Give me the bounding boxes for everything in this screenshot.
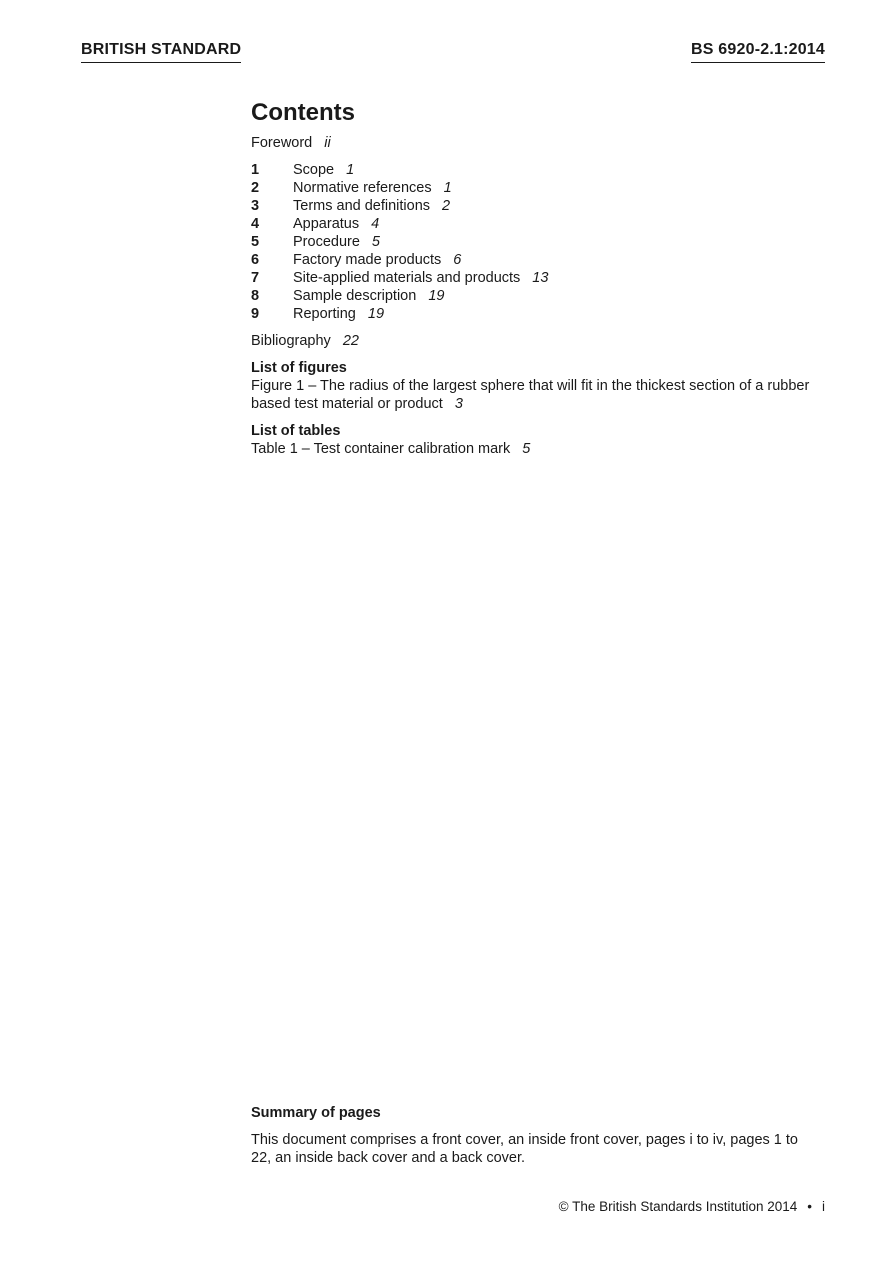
figure-entry-label: Figure 1 – The radius of the largest sphere that will fit in the thickest section of a rubber based test material or product xyxy=(251,378,810,412)
toc-entry-label: Foreword xyxy=(251,135,313,151)
clause-label: Apparatus xyxy=(293,216,360,232)
toc-entry-page: 22 xyxy=(342,333,359,349)
toc-entry-bibliography[interactable] xyxy=(251,332,831,350)
toc-entry-label: Bibliography xyxy=(251,333,331,349)
toc-entry-page: ii xyxy=(324,135,331,151)
clause-page: 6 xyxy=(453,252,462,268)
clause-label: Site-applied materials and products xyxy=(293,270,521,286)
table-entry-page: 5 xyxy=(522,441,531,457)
toc-clause-list xyxy=(251,161,831,323)
toc-clause-9[interactable] xyxy=(251,305,831,323)
clause-label: Normative references xyxy=(293,180,432,196)
clause-number: 6 xyxy=(251,252,260,268)
footer-copyright: © The British Standards Institution 2014 xyxy=(558,1199,798,1214)
header-document-number: BS 6920-2.1:2014 xyxy=(691,40,825,63)
clause-page: 5 xyxy=(371,234,380,250)
summary-heading: Summary of pages xyxy=(251,1105,381,1121)
clause-label: Procedure xyxy=(293,234,360,250)
summary-of-pages xyxy=(251,1104,831,1167)
figure-entry-page: 3 xyxy=(454,396,463,412)
toc-clause-3[interactable] xyxy=(251,197,831,215)
contents-section xyxy=(251,98,831,467)
list-of-figures-heading: List of figures xyxy=(251,360,347,376)
contents-title: Contents xyxy=(251,99,355,126)
toc-clause-5[interactable] xyxy=(251,233,831,251)
clause-number: 8 xyxy=(251,288,260,304)
clause-number: 5 xyxy=(251,234,260,250)
list-of-tables-heading: List of tables xyxy=(251,423,341,439)
summary-text: This document comprises a front cover, an inside front cover, pages i to iv, pages 1 to 22, an inside back cover and a back cover. xyxy=(251,1132,798,1166)
clause-label: Terms and definitions xyxy=(293,198,431,214)
clause-label: Reporting xyxy=(293,306,356,322)
toc-entry-foreword[interactable] xyxy=(251,134,831,152)
table-entry-label: Table 1 – Test container calibration mark xyxy=(251,441,511,457)
table-entry[interactable] xyxy=(251,440,831,458)
header-standard-label: BRITISH STANDARD xyxy=(81,40,241,63)
footer-bullet: • xyxy=(807,1199,812,1214)
clause-page: 4 xyxy=(371,216,380,232)
toc-clause-2[interactable] xyxy=(251,179,831,197)
clause-number: 7 xyxy=(251,270,260,286)
figure-entry[interactable] xyxy=(251,377,831,413)
toc-clause-4[interactable] xyxy=(251,215,831,233)
toc-clause-7[interactable] xyxy=(251,269,831,287)
list-of-figures xyxy=(251,359,831,413)
clause-number: 9 xyxy=(251,306,260,322)
clause-number: 2 xyxy=(251,180,260,196)
clause-label: Scope xyxy=(293,162,335,178)
clause-page: 2 xyxy=(442,198,451,214)
clause-page: 1 xyxy=(443,180,452,196)
list-of-tables xyxy=(251,422,831,458)
toc-clause-8[interactable] xyxy=(251,287,831,305)
clause-label: Sample description xyxy=(293,288,417,304)
clause-number: 1 xyxy=(251,162,260,178)
clause-label: Factory made products xyxy=(293,252,442,268)
clause-page: 13 xyxy=(532,270,549,286)
clause-page: 19 xyxy=(367,306,385,322)
toc-clause-6[interactable] xyxy=(251,251,831,269)
footer-page-number: i xyxy=(822,1199,825,1214)
clause-number: 4 xyxy=(251,216,260,232)
clause-page: 1 xyxy=(346,162,355,178)
page-footer xyxy=(559,1198,825,1216)
toc-clause-1[interactable] xyxy=(251,161,831,179)
clause-number: 3 xyxy=(251,198,260,214)
clause-page: 19 xyxy=(428,288,445,304)
